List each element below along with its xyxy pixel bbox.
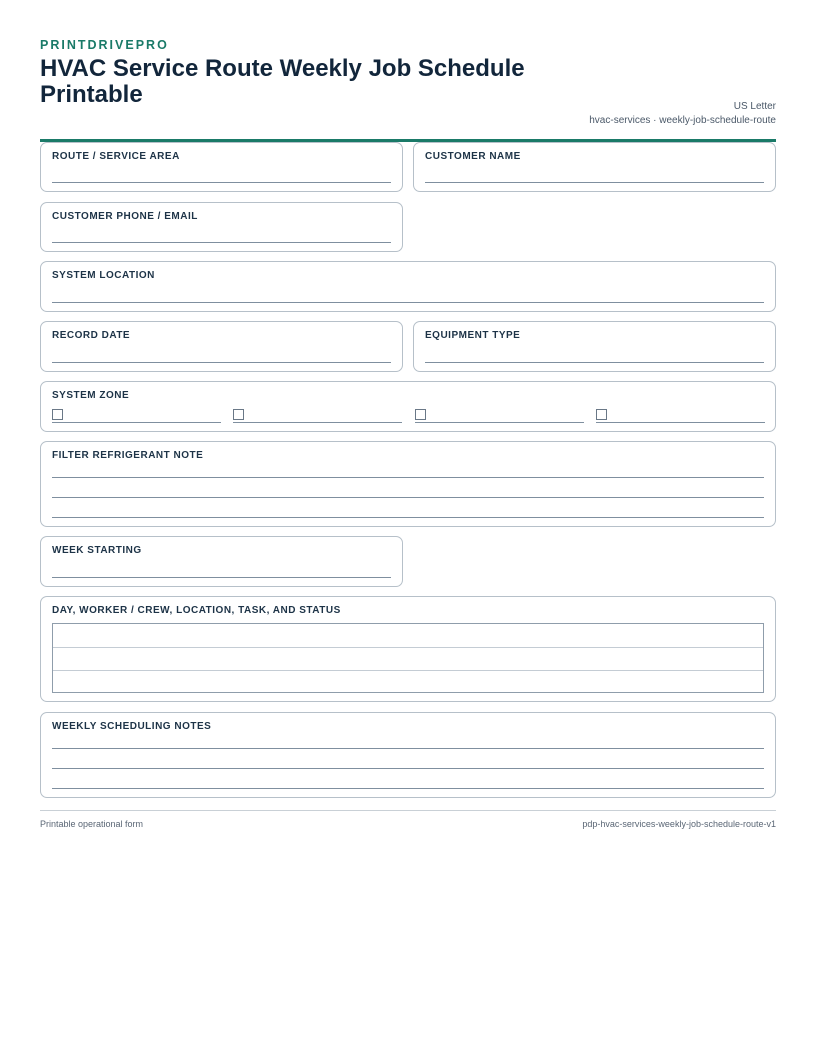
route-input-line[interactable] (52, 182, 391, 183)
header (40, 56, 776, 142)
document-meta (589, 100, 776, 127)
filter-note-field (40, 441, 776, 527)
brand-name: PRINTDRIVEPRO (40, 38, 169, 52)
footer-description: Printable operational form (40, 819, 144, 829)
customer-contact-input-line[interactable] (52, 242, 391, 243)
record-date-input-line[interactable] (52, 362, 391, 363)
system-location-field (40, 261, 776, 312)
schedule-table-field (40, 596, 776, 702)
equipment-type-label: EQUIPMENT TYPE (425, 330, 521, 341)
table-row-divider (53, 647, 763, 648)
system-zone-checkbox[interactable] (52, 409, 63, 420)
week-starting-input-line[interactable] (52, 577, 391, 578)
route-label: ROUTE / SERVICE AREA (52, 151, 180, 162)
page-footer (40, 810, 776, 829)
customer-name-input-line[interactable] (425, 182, 764, 183)
system-location-input-line[interactable] (52, 302, 764, 303)
system-location-label: SYSTEM LOCATION (52, 270, 155, 281)
page-title: HVAC Service Route Weekly Job Schedule Printable (40, 55, 525, 108)
system-zone-checkbox[interactable] (415, 409, 426, 420)
system-zone-checkbox[interactable] (233, 409, 244, 420)
system-zone-option-line[interactable] (415, 422, 584, 423)
filter-note-label: FILTER REFRIGERANT NOTE (52, 450, 204, 461)
customer-name-label: CUSTOMER NAME (425, 151, 521, 162)
schedule-table (52, 623, 764, 693)
record-date-field (40, 321, 403, 372)
system-zone-option-line[interactable] (596, 422, 765, 423)
weekly-notes-line[interactable] (52, 768, 764, 769)
customer-name-field (413, 142, 776, 192)
weekly-notes-label: WEEKLY SCHEDULING NOTES (52, 721, 212, 732)
document-path: hvac-services · weekly-job-schedule-route (589, 114, 776, 126)
record-date-label: RECORD DATE (52, 330, 131, 341)
system-zone-label: SYSTEM ZONE (52, 390, 130, 401)
week-starting-field (40, 536, 403, 587)
paper-size: US Letter (733, 101, 776, 112)
route-field (40, 142, 403, 192)
filter-note-line[interactable] (52, 497, 764, 498)
weekly-notes-field (40, 712, 776, 798)
system-zone-checkbox[interactable] (596, 409, 607, 420)
system-zone-option-line[interactable] (233, 422, 402, 423)
customer-contact-label: CUSTOMER PHONE / EMAIL (52, 211, 198, 222)
customer-contact-field (40, 202, 403, 252)
filter-note-line[interactable] (52, 517, 764, 518)
system-zone-field (40, 381, 776, 432)
form-page (40, 38, 776, 142)
equipment-type-field (413, 321, 776, 372)
week-starting-label: WEEK STARTING (52, 545, 142, 556)
equipment-type-input-line[interactable] (425, 362, 764, 363)
footer-form-id: pdp-hvac-services-weekly-job-schedule-route-v1 (582, 819, 776, 829)
schedule-table-label: DAY, WORKER / CREW, LOCATION, TASK, AND STATUS (52, 605, 341, 616)
table-row-divider (53, 670, 763, 671)
weekly-notes-line[interactable] (52, 748, 764, 749)
weekly-notes-line[interactable] (52, 788, 764, 789)
filter-note-line[interactable] (52, 477, 764, 478)
system-zone-option-line[interactable] (52, 422, 221, 423)
